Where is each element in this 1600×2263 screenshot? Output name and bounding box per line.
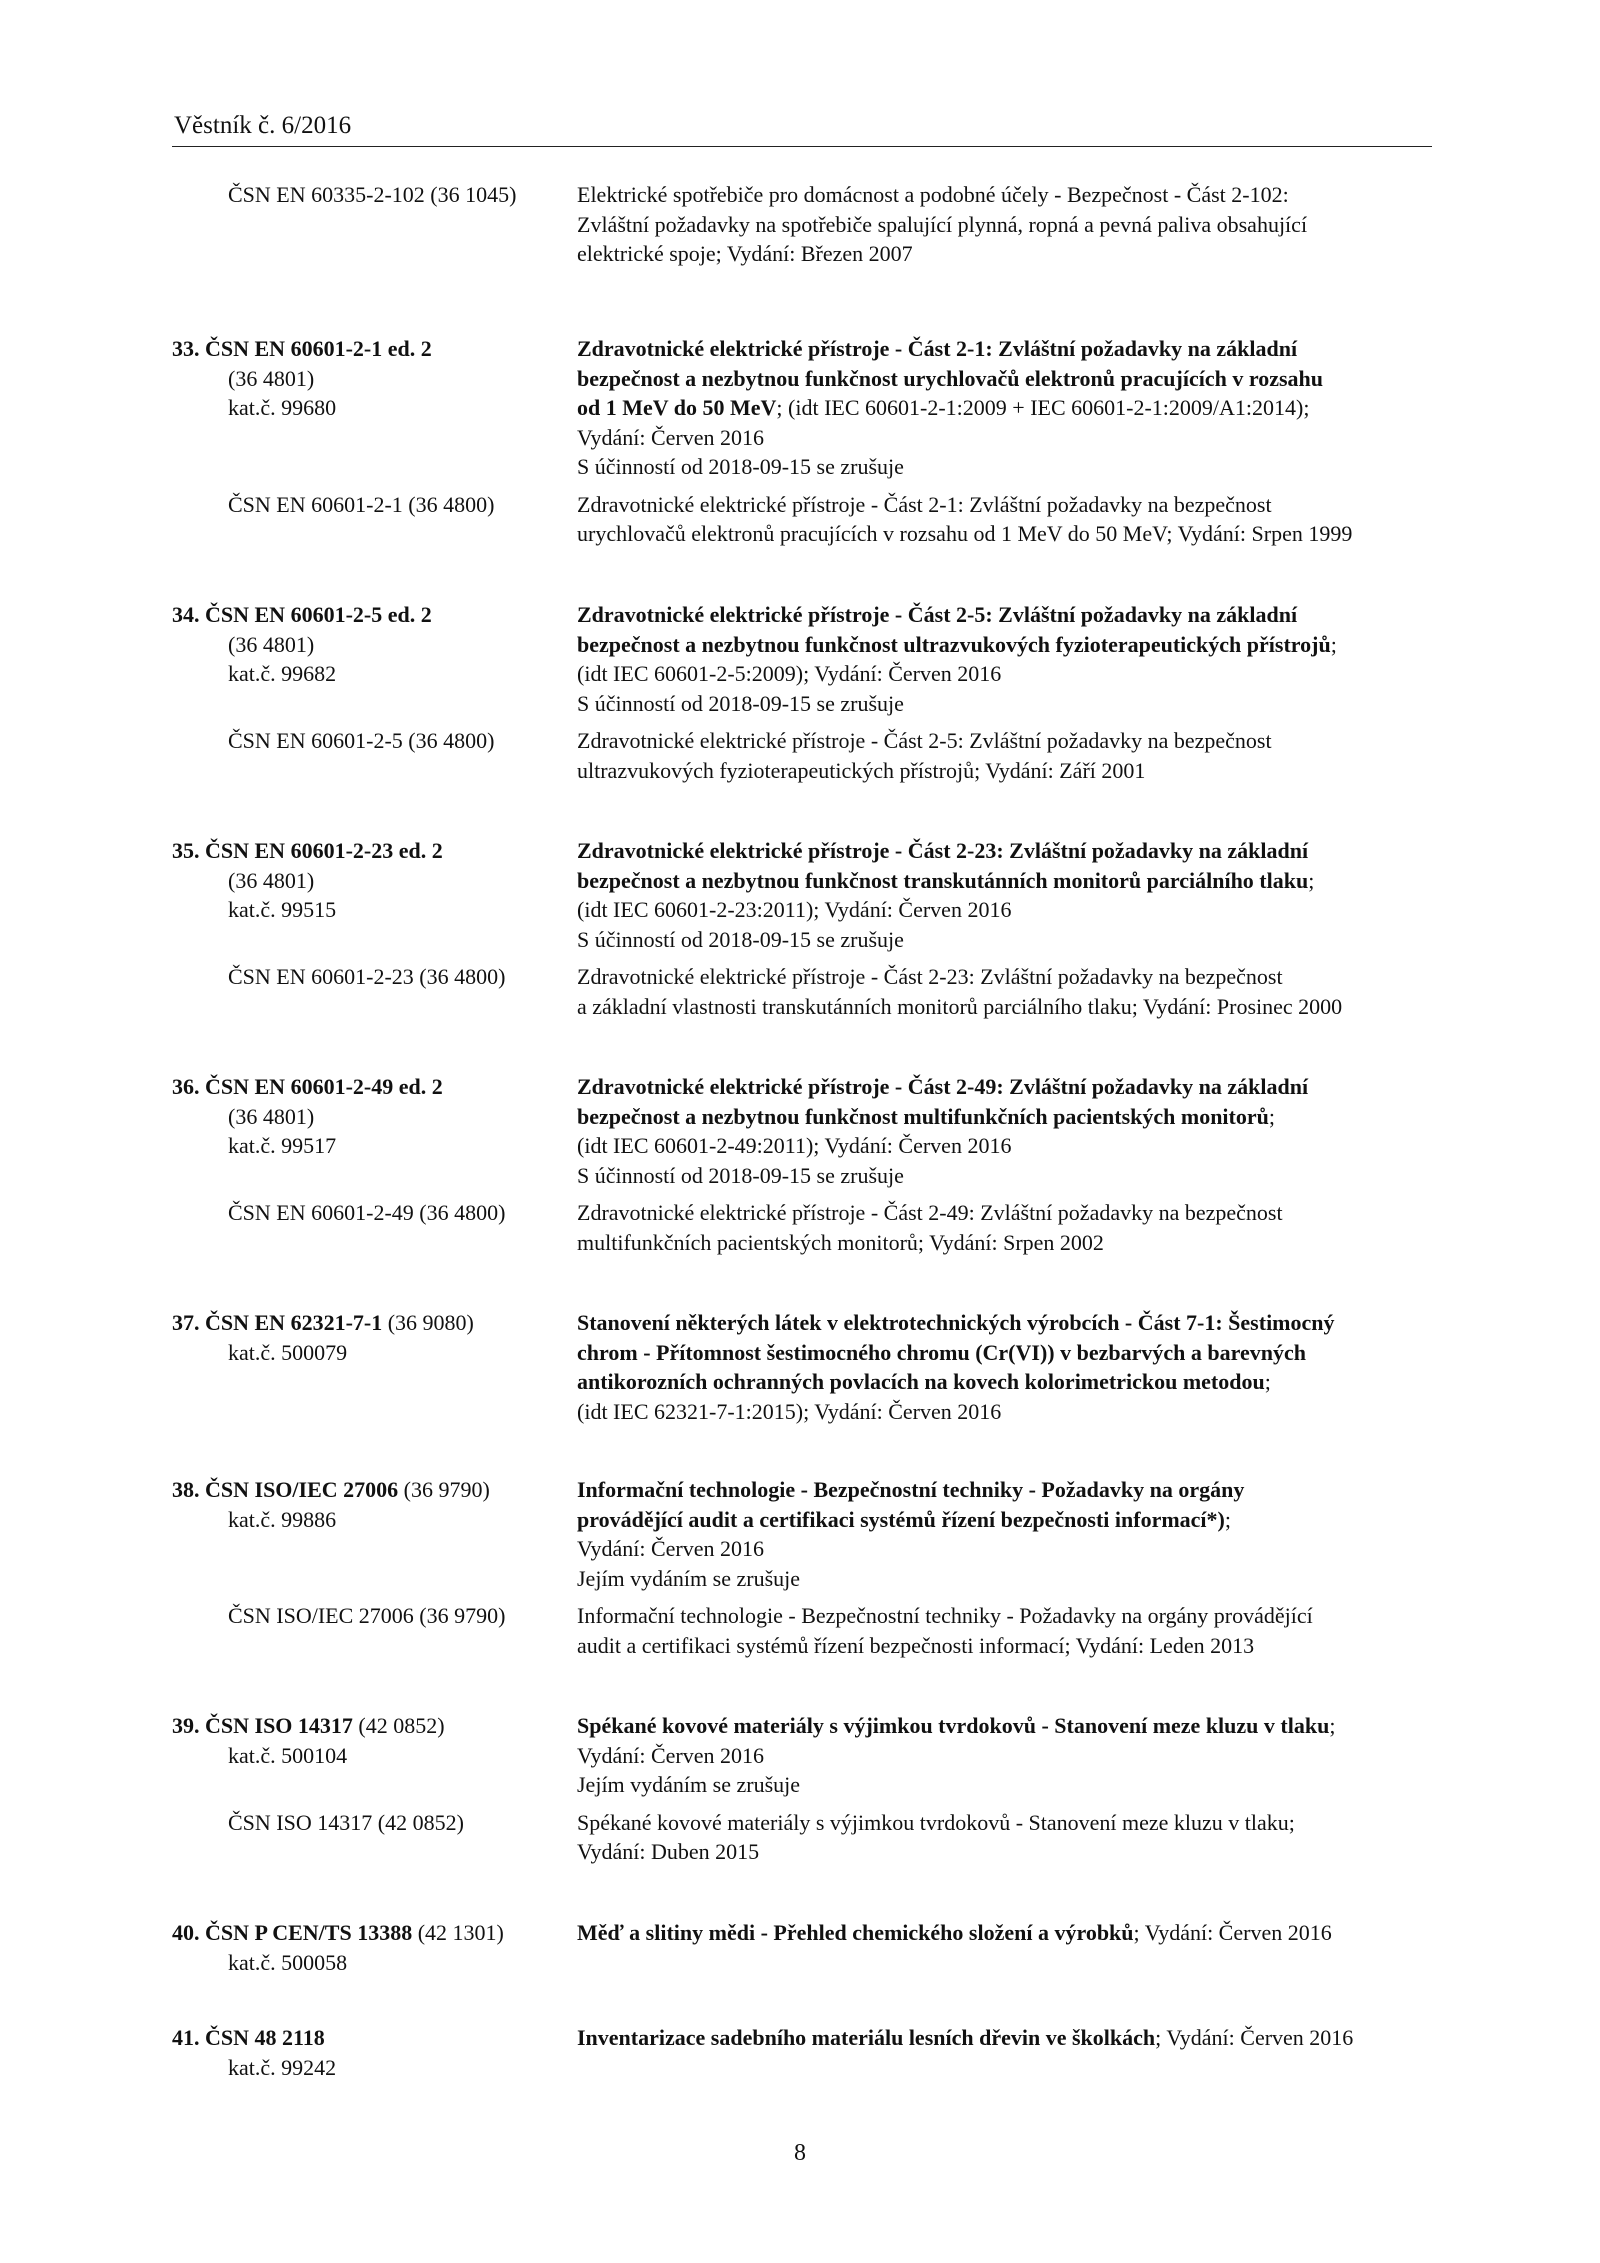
entry-33 bbox=[172, 334, 1432, 549]
replaced-title: Zdravotnické elektrické přístroje - Část 2-23: Zvláštní požadavky na bezpečnost a základní vlastnosti transkutánních monitorů parciálního tlaku; Vydání: Prosinec 2000 bbox=[577, 964, 1343, 1019]
replaced-code: ČSN ISO/IEC 27006 (36 9790) bbox=[228, 1603, 506, 1628]
standard-code: ČSN EN 60601-2-5 ed. 2 bbox=[205, 602, 432, 627]
catalog-number: kat.č. 99517 bbox=[228, 1133, 337, 1158]
standard-title: Inventarizace sadebního materiálu lesních dřevin ve školkách; Vydání: Červen 2016 bbox=[577, 2025, 1354, 2050]
replaced-title: Zdravotnické elektrické přístroje - Část 2-1: Zvláštní požadavky na bezpečnost urychlovačů elektronů pracujících v rozsahu od 1 MeV do 50 MeV; Vydání: Srpen 1999 bbox=[577, 491, 1353, 546]
classification: (36 4801) bbox=[228, 365, 315, 391]
replaced-code: ČSN EN 60601-2-23 (36 4800) bbox=[228, 964, 506, 989]
entry-number: 33. bbox=[172, 336, 200, 361]
new-standard bbox=[172, 1308, 1432, 1426]
entry-40 bbox=[172, 1918, 1432, 1975]
entry-number: 36. bbox=[172, 1074, 200, 1099]
standard-code: ČSN ISO/IEC 27006 bbox=[205, 1477, 399, 1502]
standard-title: Stanovení některých látek v elektrotechnických výrobcích - Část 7-1: Šestimocný chrom - Přítomnost šestimocného chromu (Cr(VI)) v bezbarvých a barevných antikorozních ochranných povlacích na kovech kolorimetrickou metodou; (idt IEC 62321-7-1:2015); Vydání: Červen 2016 bbox=[577, 1310, 1335, 1424]
classification: (42 0852) bbox=[352, 1713, 445, 1738]
replaced-code: ČSN ISO 14317 (42 0852) bbox=[228, 1809, 464, 1835]
replaced-standard bbox=[172, 490, 1432, 549]
replaced-standard bbox=[172, 1198, 1432, 1257]
standard-code: ČSN EN 60601-2-49 ed. 2 bbox=[205, 1074, 443, 1099]
entry-number: 40. bbox=[172, 1920, 200, 1945]
new-standard bbox=[172, 1072, 1432, 1190]
classification: (36 4801) bbox=[228, 631, 315, 657]
new-standard bbox=[172, 600, 1432, 718]
standard-title: Spékané kovové materiály s výjimkou tvrdokovů - Stanovení meze kluzu v tlaku; Vydání: Červen 2016 Jejím vydáním se zrušuje bbox=[577, 1713, 1336, 1797]
entry-number: 39. bbox=[172, 1713, 200, 1738]
standard-identifier bbox=[172, 600, 572, 689]
catalog-number: kat.č. 99682 bbox=[228, 661, 337, 686]
standard-identifier bbox=[172, 1072, 572, 1161]
standard-identifier bbox=[172, 836, 572, 925]
standard-code: ČSN EN 62321-7-1 bbox=[205, 1310, 383, 1335]
standard-identifier bbox=[172, 334, 572, 423]
classification: (36 9080) bbox=[382, 1310, 474, 1335]
new-standard bbox=[172, 1475, 1432, 1593]
catalog-number: kat.č. 99886 bbox=[228, 1506, 337, 1532]
standard-title: Zdravotnické elektrické přístroje - Část 2-23: Zvláštní požadavky na základní bezpečnost a nezbytnou funkčnost transkutánních monitorů parciálního tlaku; (idt IEC 60601-2-23:2011); Vydání: Červen 2016 S účinností od 2018-09-15 se zrušuje bbox=[577, 838, 1315, 952]
standard-identifier bbox=[172, 1475, 572, 1534]
entry-34 bbox=[172, 600, 1432, 785]
standard-identifier bbox=[172, 1308, 572, 1367]
replaced-title: Informační technologie - Bezpečnostní techniky - Požadavky na orgány provádějící audit a certifikaci systémů řízení bezpečnosti informací; Vydání: Leden 2013 bbox=[577, 1603, 1313, 1658]
page-header bbox=[172, 108, 1432, 147]
standard-identifier bbox=[172, 2023, 572, 2082]
standard-title: Informační technologie - Bezpečnostní techniky - Požadavky na orgány provádějící audit a certifikaci systémů řízení bezpečnosti informací*); Vydání: Červen 2016 Jejím vydáním se zrušuje bbox=[577, 1477, 1245, 1591]
catalog-number: kat.č. 99242 bbox=[228, 2054, 337, 2080]
new-standard bbox=[172, 1711, 1432, 1800]
replaced-code: ČSN EN 60335-2-102 (36 1045) bbox=[228, 182, 517, 207]
classification: (36 4801) bbox=[228, 1103, 315, 1129]
catalog-number: kat.č. 500079 bbox=[228, 1339, 348, 1365]
replaced-standard bbox=[172, 1601, 1432, 1660]
entry-38 bbox=[172, 1475, 1432, 1660]
replaced-code: ČSN EN 60601-2-49 (36 4800) bbox=[228, 1200, 506, 1225]
standard-code: ČSN ISO 14317 bbox=[205, 1713, 353, 1738]
replaced-code: ČSN EN 60601-2-1 (36 4800) bbox=[228, 491, 495, 517]
new-standard bbox=[172, 1918, 1432, 1975]
new-standard bbox=[172, 334, 1432, 482]
standard-title: Měď a slitiny mědi - Přehled chemického složení a výrobků; Vydání: Červen 2016 bbox=[577, 1920, 1332, 1945]
standard-code: ČSN EN 60601-2-23 ed. 2 bbox=[205, 838, 443, 863]
entry-continuation bbox=[172, 180, 1432, 269]
catalog-number: kat.č. 99680 bbox=[228, 395, 337, 420]
replaced-title: Zdravotnické elektrické přístroje - Část 2-5: Zvláštní požadavky na bezpečnost ultrazvukových fyzioterapeutických přístrojů; Vydání: Září 2001 bbox=[577, 728, 1272, 783]
replaced-code: ČSN EN 60601-2-5 (36 4800) bbox=[228, 728, 495, 753]
replaced-standard bbox=[172, 1808, 1432, 1867]
replaced-standard bbox=[172, 726, 1432, 785]
catalog-number: kat.č. 99515 bbox=[228, 897, 337, 922]
entry-number: 35. bbox=[172, 838, 200, 863]
entry-number: 34. bbox=[172, 602, 200, 627]
standard-code: ČSN 48 2118 bbox=[205, 2025, 325, 2050]
replaced-standard bbox=[172, 180, 1432, 269]
replaced-title: Elektrické spotřebiče pro domácnost a podobné účely - Bezpečnost - Část 2-102: Zvláštní požadavky na spotřebiče spalující plynná, ropná a pevná paliva obsahující elektrické spoje; Vydání: Březen 2007 bbox=[577, 182, 1308, 266]
entry-number: 41. bbox=[172, 2025, 200, 2050]
entry-36 bbox=[172, 1072, 1432, 1257]
entry-39 bbox=[172, 1711, 1432, 1867]
standard-title: Zdravotnické elektrické přístroje - Část 2-49: Zvláštní požadavky na základní bezpečnost a nezbytnou funkčnost multifunkčních pacientských monitorů; (idt IEC 60601-2-49:2011); Vydání: Červen 2016 S účinností od 2018-09-15 se zrušuje bbox=[577, 1074, 1309, 1188]
entry-number: 38. bbox=[172, 1477, 200, 1502]
journal-title: Věstník č. 6/2016 bbox=[174, 112, 352, 139]
classification: (42 1301) bbox=[412, 1920, 504, 1945]
standard-code: ČSN P CEN/TS 13388 bbox=[205, 1920, 413, 1945]
catalog-number: kat.č. 500058 bbox=[228, 1949, 348, 1975]
standard-identifier bbox=[172, 1918, 572, 1977]
standard-identifier bbox=[172, 1711, 572, 1770]
standard-title: Zdravotnické elektrické přístroje - Část 2-1: Zvláštní požadavky na základní bezpečnost a nezbytnou funkčnost urychlovačů elektronů pracujících v rozsahu od 1 MeV do 50 MeV; (idt IEC 60601-2-1:2009 + IEC 60601-2-1:2009/A1:2014); Vydání: Červen 2016 S účinností od 2018-09-15 se zrušuje bbox=[577, 336, 1324, 479]
page-number: 8 bbox=[794, 2140, 806, 2166]
new-standard bbox=[172, 2023, 1432, 2080]
entry-41 bbox=[172, 2023, 1432, 2080]
replaced-standard bbox=[172, 962, 1432, 1021]
classification: (36 9790) bbox=[398, 1477, 490, 1502]
standard-title: Zdravotnické elektrické přístroje - Část 2-5: Zvláštní požadavky na základní bezpečnost a nezbytnou funkčnost ultrazvukových fyzioterapeutických přístrojů; (idt IEC 60601-2-5:2009); Vydání: Červen 2016 S účinností od 2018-09-15 se zrušuje bbox=[577, 602, 1337, 716]
classification: (36 4801) bbox=[228, 867, 315, 893]
entry-number: 37. bbox=[172, 1310, 200, 1335]
new-standard bbox=[172, 836, 1432, 954]
entry-37 bbox=[172, 1308, 1432, 1426]
replaced-title: Zdravotnické elektrické přístroje - Část 2-49: Zvláštní požadavky na bezpečnost multifunkčních pacientských monitorů; Vydání: Srpen 2002 bbox=[577, 1200, 1283, 1255]
replaced-title: Spékané kovové materiály s výjimkou tvrdokovů - Stanovení meze kluzu v tlaku; Vydání: Duben 2015 bbox=[577, 1809, 1295, 1864]
catalog-number: kat.č. 500104 bbox=[228, 1742, 348, 1768]
standard-code: ČSN EN 60601-2-1 ed. 2 bbox=[205, 336, 432, 361]
entry-35 bbox=[172, 836, 1432, 1021]
